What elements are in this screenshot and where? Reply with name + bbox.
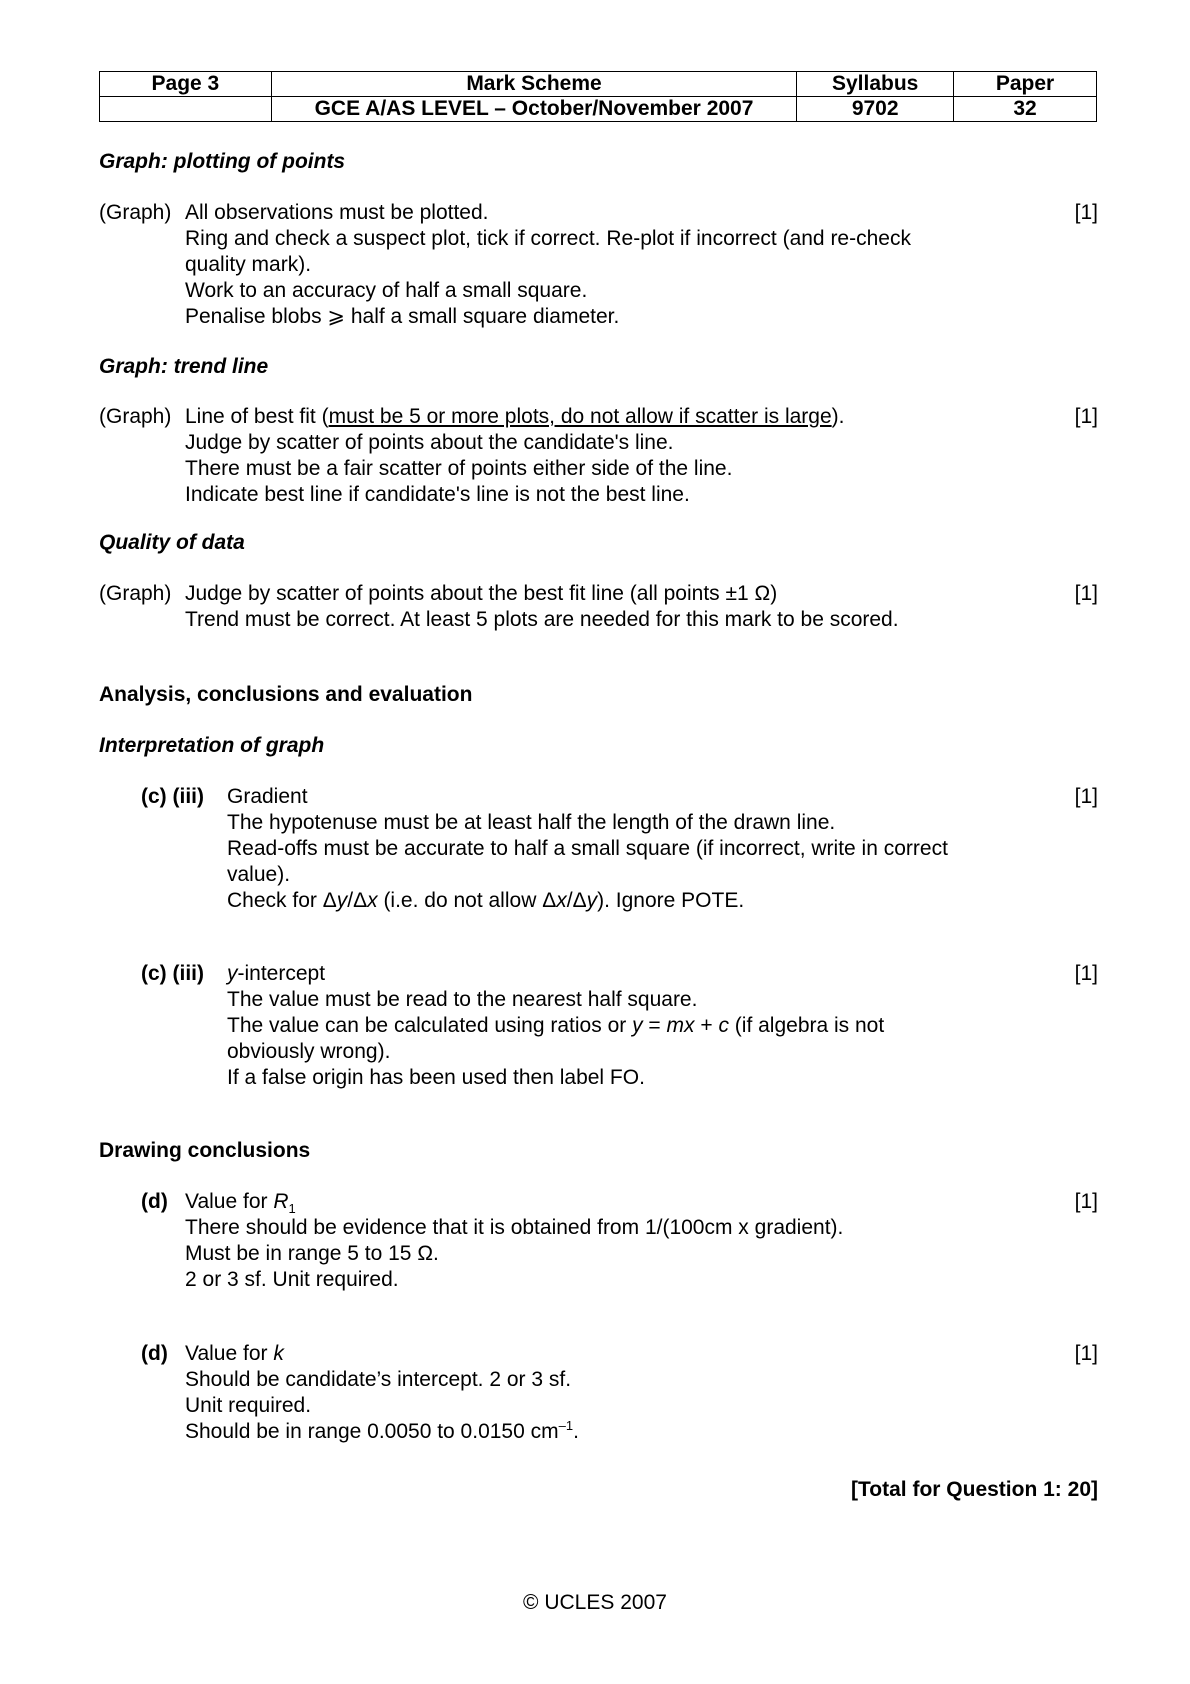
mark-r1: [1]	[1074, 1190, 1098, 1213]
graph-label-plotting: (Graph)	[99, 201, 172, 224]
k-line: Should be candidate’s intercept. 2 or 3 sf.	[185, 1368, 572, 1391]
plotting-line: quality mark).	[185, 253, 312, 276]
trend-line: Judge by scatter of points about the candidate's line.	[185, 431, 674, 454]
trend-line: Indicate best line if candidate's line is not the best line.	[185, 483, 690, 506]
header-page: Page 3	[100, 72, 272, 97]
mark-intercept: [1]	[1074, 962, 1098, 985]
footer-copyright: © UCLES 2007	[523, 1591, 667, 1614]
intercept-line: The value must be read to the nearest half square.	[227, 988, 698, 1011]
header-paper-number: 32	[954, 97, 1097, 122]
mark-trend: [1]	[1074, 405, 1098, 428]
header-exam: GCE A/AS LEVEL – October/November 2007	[271, 97, 796, 122]
r1-title: Value for $R_1$	[185, 1190, 296, 1217]
section-title-trend: Graph: trend line	[99, 355, 269, 378]
k-range-line: Should be in range 0.0050 to 0.0150 $cm^{-1}$.	[185, 1418, 579, 1443]
trend-line-1: Line of best fit (must be 5 or more plots, do not allow if scatter is large).	[185, 405, 845, 428]
section-title-interpretation: Interpretation of graph	[99, 734, 325, 757]
gradient-text	[227, 784, 1017, 914]
gradient-line: Read-offs must be accurate to half a small square (if incorrect, write in correct	[227, 837, 948, 860]
section-title-drawing: Drawing conclusions	[99, 1139, 311, 1162]
mark-k: [1]	[1074, 1342, 1098, 1365]
quality-line: Judge by scatter of points about the best fit line (all points ±1 Ω)	[185, 582, 778, 605]
graph-label-quality: (Graph)	[99, 582, 172, 605]
r1-line: 2 or 3 sf. Unit required.	[185, 1268, 399, 1291]
plotting-line: All observations must be plotted.	[185, 201, 489, 224]
header-paper-label: Paper	[954, 72, 1097, 97]
item-label-k: (d)	[141, 1342, 168, 1365]
section-title-analysis: Analysis, conclusions and evaluation	[99, 683, 473, 706]
section-title-quality: Quality of data	[99, 531, 245, 554]
intercept-title: y-intercept	[227, 962, 326, 985]
trend-line: There must be a fair scatter of points either side of the line.	[185, 457, 733, 480]
gradient-line: value).	[227, 863, 291, 886]
intercept-line: If a false origin has been used then label FO.	[227, 1066, 645, 1089]
quality-line: Trend must be correct. At least 5 plots are needed for this mark to be scored.	[185, 608, 899, 631]
gradient-line: The hypotenuse must be at least half the length of the drawn line.	[227, 811, 836, 834]
graph-label-trend: (Graph)	[99, 405, 172, 428]
intercept-line: obviously wrong).	[227, 1040, 391, 1063]
r1-line: Must be in range 5 to 15 Ω.	[185, 1242, 439, 1265]
plotting-text	[185, 200, 1015, 330]
quality-text	[185, 581, 1015, 633]
item-label-intercept: (c) (iii)	[141, 962, 204, 985]
mark-quality: [1]	[1074, 582, 1098, 605]
intercept-line: The value can be calculated using ratios or y = mx + c (if algebra is not	[227, 1014, 885, 1037]
header-table	[99, 71, 1097, 122]
trend-text	[185, 404, 1015, 508]
header-syllabus-code: 9702	[797, 97, 954, 122]
plotting-line: Ring and check a suspect plot, tick if correct. Re-plot if incorrect (and re-check	[185, 227, 911, 250]
k-title: Value for k	[185, 1342, 284, 1365]
k-text	[185, 1341, 1015, 1445]
k-line: Unit required.	[185, 1394, 312, 1417]
header-syllabus-label: Syllabus	[797, 72, 954, 97]
section-title-plotting: Graph: plotting of points	[99, 150, 346, 173]
r1-line: There should be evidence that it is obtained from 1/(100cm x gradient).	[185, 1216, 844, 1239]
mark-plotting: [1]	[1074, 201, 1098, 224]
item-label-r1: (d)	[141, 1190, 168, 1213]
header-title: Mark Scheme	[271, 72, 796, 97]
gradient-line: Gradient	[227, 785, 308, 808]
gradient-check-line: Check for Δy/Δx (i.e. do not allow Δx/Δy). Ignore POTE.	[227, 889, 745, 912]
r1-text	[185, 1189, 1015, 1293]
plotting-line: Work to an accuracy of half a small square.	[185, 279, 588, 302]
mark-gradient: [1]	[1074, 785, 1098, 808]
total-marks: [Total for Question 1: 20]	[851, 1478, 1098, 1501]
trend-underlined: must be 5 or more plots, do not allow if scatter is large	[328, 405, 832, 428]
item-label-gradient: (c) (iii)	[141, 785, 204, 808]
plotting-line: Penalise blobs ⩾ half a small square diameter.	[185, 305, 620, 328]
header-blank	[100, 97, 272, 122]
intercept-text	[227, 961, 1017, 1091]
